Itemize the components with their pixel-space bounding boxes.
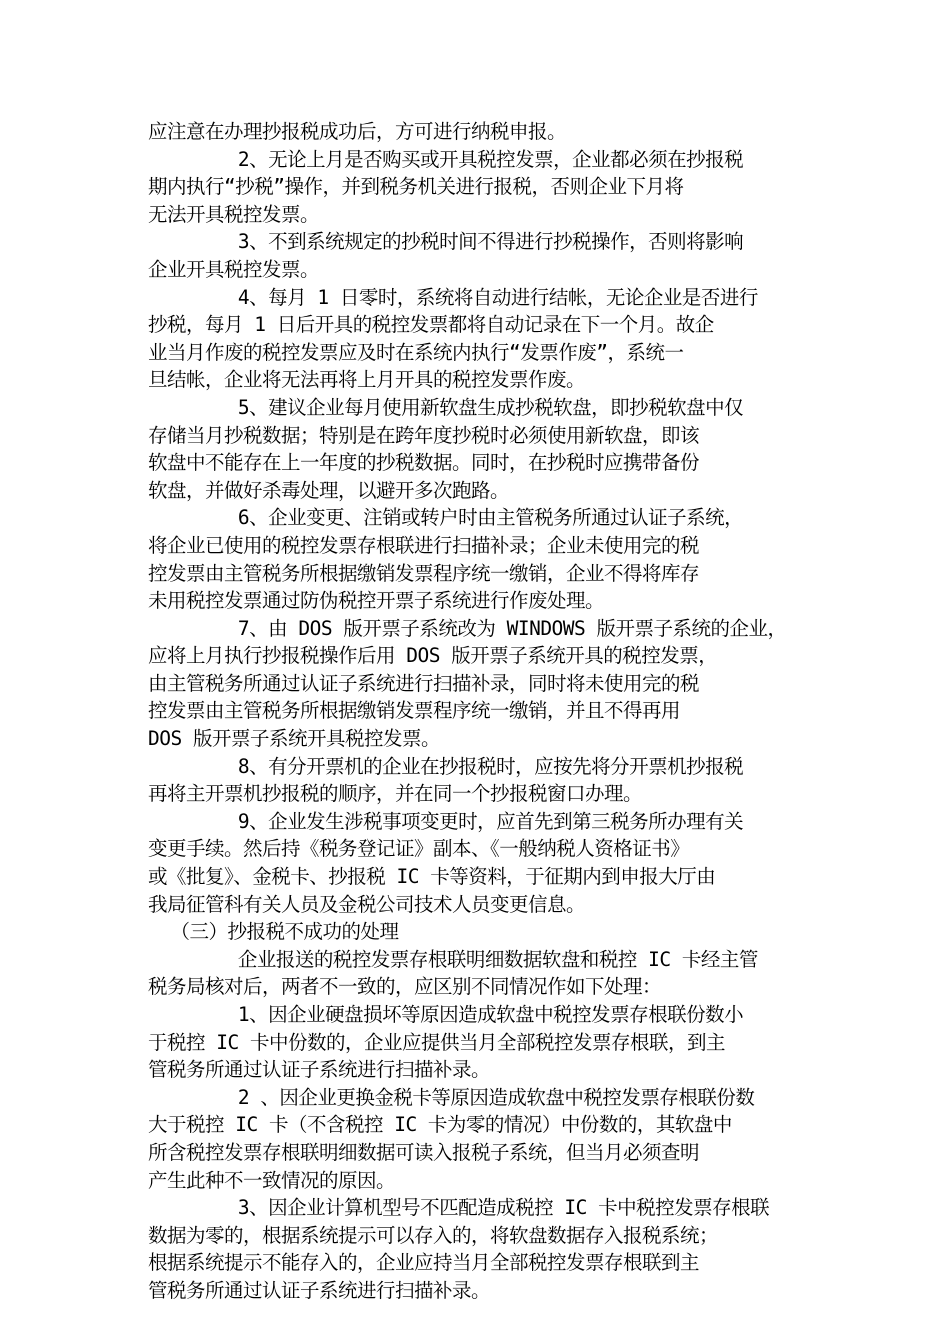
text-line: 4、每月 1 日零时，系统将自动进行结帐，无论企业是否进行 [148,285,758,309]
text-line: 产生此种不一致情况的原因。 [148,1168,396,1192]
text-line: 企业开具税控发票。 [148,257,320,281]
text-line: 软盘，并做好杀毒处理，以避开多次跑路。 [148,478,510,502]
text-line: 存储当月抄税数据；特别是在跨年度抄税时必须使用新软盘，即该 [148,423,700,447]
text-line: 由主管税务所通过认证子系统进行扫描补录，同时将未使用完的税 [148,671,700,695]
text-line: 5、建议企业每月使用新软盘生成抄税软盘，即抄税软盘中仅 [148,395,744,419]
text-line: 所含税控发票存根联明细数据可读入报税子系统，但当月必须查明 [148,1140,700,1164]
text-line: 2、无论上月是否购买或开具税控发票，企业都必须在抄报税 [148,147,744,171]
text-line: 旦结帐，企业将无法再将上月开具的税控发票作废。 [148,368,586,392]
text-line: 9、企业发生涉税事项变更时，应首先到第三税务所办理有关 [148,809,744,833]
text-line: 1、因企业硬盘损坏等原因造成软盘中税控发票存根联份数小 [148,1003,744,1026]
text-line: 数据为零的，根据系统提示可以存入的，将软盘数据存入报税系统； [148,1223,719,1247]
text-line: 抄税，每月 1 日后开具的税控发票都将自动记录在下一个月。故企 [148,313,714,337]
text-line: 2 、因企业更换金税卡等原因造成软盘中税控发票存根联份数 [148,1085,755,1109]
text-line: 应将上月执行抄报税操作后用 DOS 版开票子系统开具的税控发票， [148,644,718,668]
text-line: 3、不到系统规定的抄税时间不得进行抄税操作，否则将影响 [148,230,744,254]
text-line: 业当月作废的税控发票应及时在系统内执行“发票作废”，系统一 [148,340,684,364]
document-body [148,118,808,1305]
text-line: 控发票由主管税务所根据缴销发票程序统一缴销，并且不得再用 [148,699,681,723]
text-line: 企业报送的税控发票存根联明细数据软盘和税控 IC 卡经主管 [148,947,758,971]
text-line: 控发票由主管税务所根据缴销发票程序统一缴销，企业不得将库存 [148,561,700,585]
text-line: 未用税控发票通过防伪税控开票子系统进行作废处理。 [148,589,605,613]
text-line: DOS 版开票子系统开具税控发票。 [148,727,440,751]
text-line: 变更手续。然后持《税务登记证》副本、《一般纳税人资格证书》 [148,837,690,861]
text-line: 大于税控 IC 卡（不含税控 IC 卡为零的情况）中份数的，其软盘中 [148,1113,732,1137]
text-line: 3、因企业计算机型号不匹配造成税控 IC 卡中税控发票存根联 [148,1196,770,1220]
text-line: 于税控 IC 卡中份数的，企业应提供当月全部税控发票存根联，到主 [148,1030,725,1054]
text-line: 管税务所通过认证子系统进行扫描补录。 [148,1278,491,1302]
text-line: 管税务所通过认证子系统进行扫描补录。 [148,1058,491,1082]
text-line: 再将主开票机抄报税的顺序，并在同一个抄报税窗口办理。 [148,782,643,806]
text-line: （三）抄报税不成功的处理 [148,920,399,944]
text-line: 税务局核对后，两者不一致的，应区别不同情况作如下处理： [148,975,662,999]
text-line: 根据系统提示不能存入的，企业应持当月全部税控发票存根联到主 [148,1251,700,1275]
text-line: 7、由 DOS 版开票子系统改为 WINDOWS 版开票子系统的企业， [148,616,787,640]
text-line: 我局征管科有关人员及金税公司技术人员变更信息。 [148,892,586,916]
text-line: 将企业已使用的税控发票存根联进行扫描补录；企业未使用完的税 [148,533,700,557]
text-line: 8、有分开票机的企业在抄报税时，应按先将分开票机抄报税 [148,754,744,778]
text-line: 6、企业变更、注销或转户时由主管税务所通过认证子系统， [148,506,744,530]
text-line: 或《批复》、金税卡、抄报税 IC 卡等资料，于征期内到申报大厅由 [148,865,716,889]
text-line: 应注意在办理抄报税成功后，方可进行纳税申报。 [148,120,567,143]
text-line: 无法开具税控发票。 [148,202,320,226]
text-line: 软盘中不能存在上一年度的抄税数据。同时，在抄税时应携带备份 [148,451,700,475]
text-line: 期内执行“抄税”操作，并到税务机关进行报税，否则企业下月将 [148,175,684,199]
